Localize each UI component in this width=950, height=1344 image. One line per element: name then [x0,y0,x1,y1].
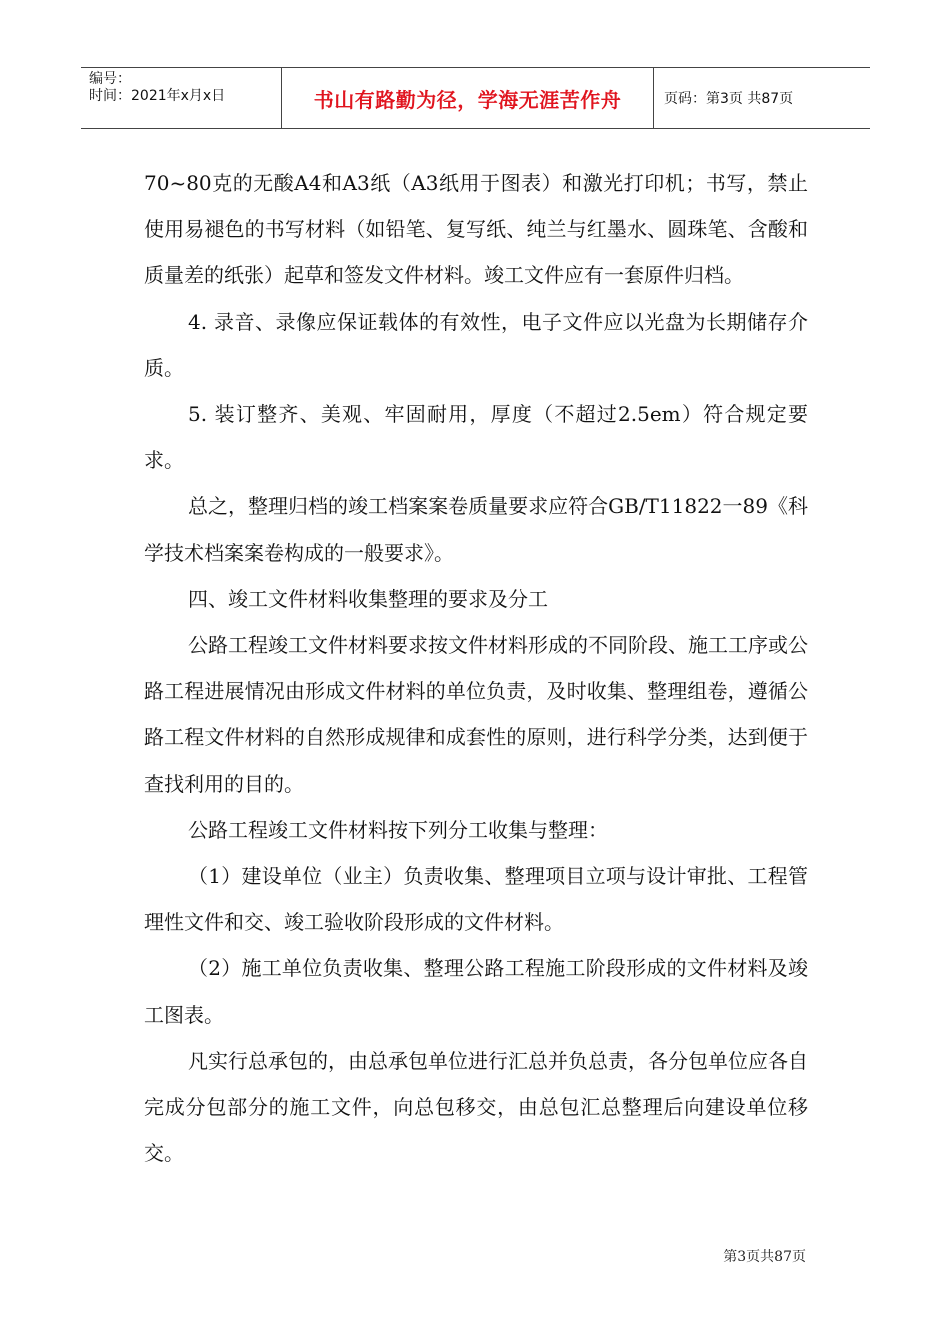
document-body [144,160,808,1176]
document-number-label: 编号： [89,71,131,87]
paragraph: 4. 录音、录像应保证载体的有效性，电子文件应以光盘为长期储存介质。 [144,309,808,380]
section-heading: 四、竣工文件材料收集整理的要求及分工 [188,586,548,611]
paragraph: 公路工程竣工文件材料按下列分工收集与整理： [188,817,608,842]
paragraph: 凡实行总承包的，由总承包单位进行汇总并负总责，各分包单位应各自完成分包部分的施工文件，向总包移交，由总包汇总整理后向建设单位移交。 [144,1048,808,1166]
paragraph: 总之，整理归档的竣工档案案卷质量要求应符合GB/T11822一89《科学技术档案案卷构成的一般要求》。 [144,494,808,565]
header-meta [81,68,282,128]
page-footer: 第3页共87页 [723,1249,806,1265]
paragraph: 公路工程竣工文件材料要求按文件材料形成的不同阶段、施工工序或公路工程进展情况由形成文件材料的单位负责，及时收集、整理组卷，遵循公路工程文件材料的自然形成规律和成套性的原则，进行科学分类，达到便于查找利用的目的。 [144,633,808,796]
header-motto: 书山有路勤为径，学海无涯苦作舟 [282,68,654,128]
list-item: （2）施工单位负责收集、整理公路工程施工阶段形成的文件材料及竣工图表。 [144,956,808,1027]
list-item: （1）建设单位（业主）负责收集、整理项目立项与设计审批、工程管理性文件和交、竣工验收阶段形成的文件材料。 [144,864,808,935]
page-header [81,67,870,129]
header-page-info: 页码：第3页 共87页 [664,91,794,107]
paragraph: 5. 装订整齐、美观、牢固耐用，厚度（不超过2.5em）符合规定要求。 [144,402,808,473]
document-date-label: 时间：2021年x月x日 [89,88,226,104]
paragraph: 70~80克的无酸A4和A3纸（A3纸用于图表）和激光打印机；书写，禁止使用易褪色的书写材料（如铅笔、复写纸、纯兰与红墨水、圆珠笔、含酸和质量差的纸张）起草和签发文件材料。竣工文件应有一套原件归档。 [144,171,808,288]
